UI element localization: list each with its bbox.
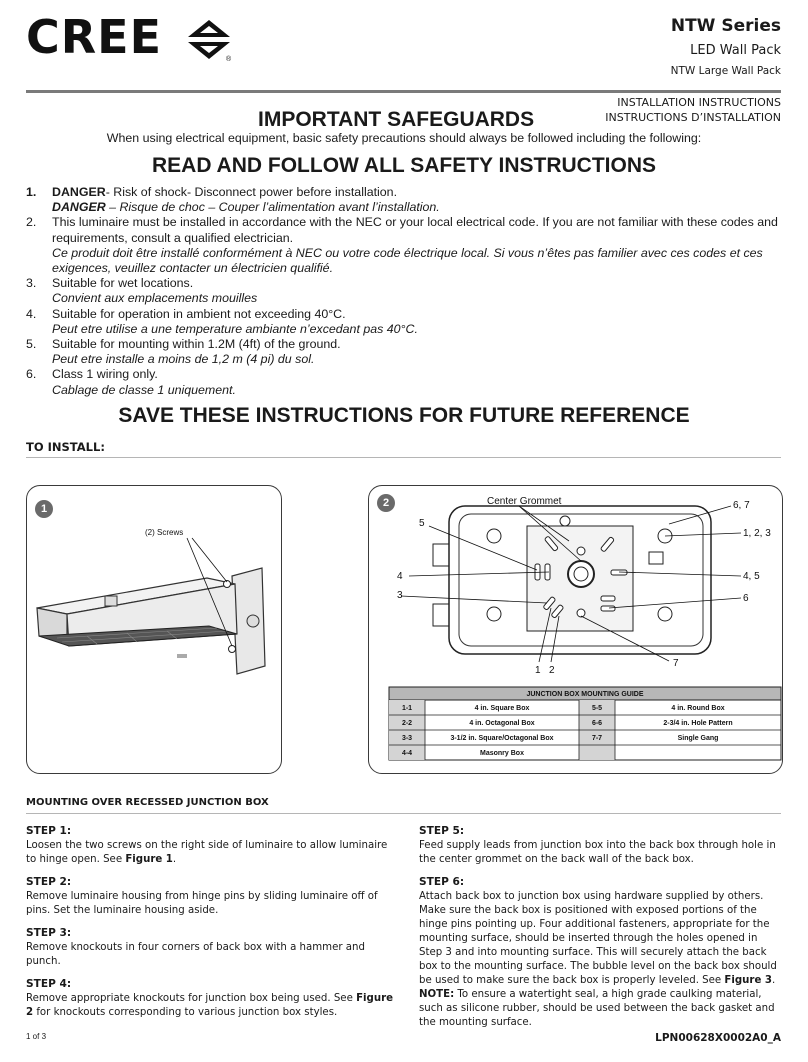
document-code: LPN00628X0002A0_A [655,1032,781,1044]
safety-item [26,367,786,397]
guide-cell: Single Gang [677,735,719,742]
danger-label: DANGER [52,185,106,199]
danger-label-fr: DANGER [52,200,106,215]
safety-item [26,215,786,276]
guide-cell: 2-3/4 in. Hole Pattern [663,720,733,727]
item-text-en [52,185,397,199]
callout-1-2-3: 1, 2, 3 [743,528,771,539]
item-text-fr: Peut etre installe a moins de 1,2 m (4 pi) du sol. [52,352,315,367]
guide-cell: 1-1 [401,705,413,712]
junction-box-guide-table [389,687,781,760]
luminaire-illustration [27,486,281,773]
guide-cell: 7-7 [591,735,603,742]
item-number: 6. [26,367,37,382]
to-install-heading: TO INSTALL: [26,440,105,454]
guide-cell: 4-4 [401,750,413,757]
danger-text-fr: – Risque de choc – Couper l’alimentation avant l’installation. [105,200,440,215]
safety-item [26,307,786,337]
header-divider [26,90,781,93]
callout-6-7: 6, 7 [733,500,750,511]
item-number: 2. [26,215,37,230]
step-title: STEP 3: [26,927,72,939]
section-divider [26,457,781,458]
step-text: Feed supply leads from junction box into the back box through hole in the center grommet on the back wall of the back box. [419,840,776,865]
guide-cell: 2-2 [401,720,413,727]
item-number: 3. [26,276,37,291]
callout-3: 3 [397,590,403,601]
item-text-fr: Convient aux emplacements mouilles [52,291,258,306]
safety-item [26,337,786,367]
product-name: LED Wall Pack [690,43,781,58]
step-title: STEP 4: [26,978,72,990]
safety-intro: When using electrical equipment, basic safety precautions should always be followed including the following: [106,131,702,145]
figure-reference: Figure 3 [724,975,772,986]
step-title: STEP 1: [26,825,72,837]
step-title: STEP 5: [419,825,465,837]
step-tail: . [772,975,776,986]
step-body: Attach back box to junction box using hardware supplied by others. Make sure the back box is positioned with exposed portions of the hinge pins pointing up. Four additional fasteners, appropriate for the mounting surface, should be inserted through the holes opened in Step 3 and into mounting surface. This will securely attach the back box to the mounting surface. The bubble level on the back box should be used to make sure the back box is properly leveled. See [419,891,777,986]
item-text-en: Suitable for operation in ambient not exceeding 40°C. [52,306,346,321]
callout-6: 6 [743,593,749,604]
danger-text: - Risk of shock- Disconnect power before installation. [105,185,398,199]
note-text [419,988,783,1030]
step-body: Loosen the two screws on the right side of luminaire to allow luminaire to hinge open. See [26,840,388,865]
callout-2: 2 [549,665,555,676]
guide-cell: 3-3 [401,735,413,742]
step-text [419,890,783,988]
callout-1: 1 [535,665,541,676]
item-text-fr: Cablage de classe 1 uniquement. [52,382,236,397]
item-text-en: Class 1 wiring only. [52,367,158,382]
step-tail: for knockouts corresponding to various junction box styles. [33,1007,338,1018]
instructions-label-en: INSTALLATION INSTRUCTIONS [617,96,781,109]
item-text-fr: Peut etre utilise a une temperature ambiante n’excedant pas 40°C. [52,321,418,336]
safety-item [26,185,786,215]
figure-reference: Figure 2 [26,993,394,1018]
step-body: Remove appropriate knockouts for junction box being used. See [26,993,357,1004]
note-body: To ensure a watertight seal, a high grade caulking material, such as silicone rubber, should be used between the back gasket and the mounting surface. [419,989,775,1028]
callout-4: 4 [397,571,403,582]
guide-cell: 4 in. Octagonal Box [469,720,535,727]
guide-cell: 5-5 [591,705,603,712]
guide-cell: 3-1/2 in. Square/Octagonal Box [450,735,554,742]
model-name: NTW Large Wall Pack [670,65,781,77]
callout-5: 5 [419,518,425,529]
step-text [26,839,396,867]
guide-title: JUNCTION BOX MOUNTING GUIDE [526,691,644,698]
callout-4-5: 4, 5 [743,571,760,582]
item-text-fr: Ce produit doit être installé conformément à NEC ou votre code électrique local. Si vous n’êtes pas familier avec ces codes et ces exigences, veuillez contacter un électricien qualifié. [52,245,763,276]
safeguards-title: IMPORTANT SAFEGUARDS [258,108,535,131]
item-text-en: Suitable for mounting within 1.2M (4ft) of the ground. [52,337,341,352]
save-instructions-title: SAVE THESE INSTRUCTIONS FOR FUTURE REFERENCE [118,404,690,427]
guide-cell: 6-6 [591,720,603,727]
step-text: Remove luminaire housing from hinge pins by sliding luminaire off of pins. Set the luminaire housing aside. [26,891,378,916]
item-text-fr [52,200,786,215]
figure-1 [26,485,282,774]
item-number: 1. [26,185,37,199]
back-box-diagram [369,486,782,773]
mounting-heading: MOUNTING OVER RECESSED JUNCTION BOX [26,797,269,808]
guide-cell: 4 in. Round Box [671,705,725,712]
page-number: 1 of 3 [26,1032,47,1041]
figure-2 [368,485,783,774]
callout-center-grommet: Center Grommet [487,496,562,507]
step-tail: . [172,854,177,865]
safety-list [26,185,786,398]
step-text: Remove knockouts in four corners of back box with a hammer and punch. [26,942,365,967]
guide-cell: Masonry Box [480,750,524,757]
step-title: STEP 2: [26,876,72,888]
series-name: NTW Series [670,16,781,36]
steps-column-left [26,824,396,1028]
item-text-en: Suitable for wet locations. [52,276,194,291]
note-label: NOTE: [419,989,455,1000]
step-title: STEP 6: [419,876,465,888]
guide-cell: 4 in. Square Box [474,705,530,712]
steps-column-right [419,824,783,1038]
item-text-en: This luminaire must be installed in accordance with the NEC or your local electrical code. If you are not familiar with these codes and requirements, consult a qualified electrician. [52,215,778,245]
safety-subtitle: READ AND FOLLOW ALL SAFETY INSTRUCTIONS [152,154,656,177]
figure-reference: Figure 1 [125,854,173,865]
instructions-label-fr: INSTRUCTIONS D’INSTALLATION [605,111,781,124]
item-number: 5. [26,337,37,352]
figure-2-badge: 2 [377,494,395,512]
screws-callout: (2) Screws [145,528,184,537]
section-divider [26,813,781,814]
callout-7: 7 [673,658,679,669]
safety-item [26,276,786,306]
figure-1-badge: 1 [35,500,53,518]
cree-logo: CREE [26,10,163,64]
step-text [26,992,396,1020]
cree-logo-mark-icon [186,18,232,62]
svg-text:®: ® [226,56,232,62]
item-number: 4. [26,306,37,321]
